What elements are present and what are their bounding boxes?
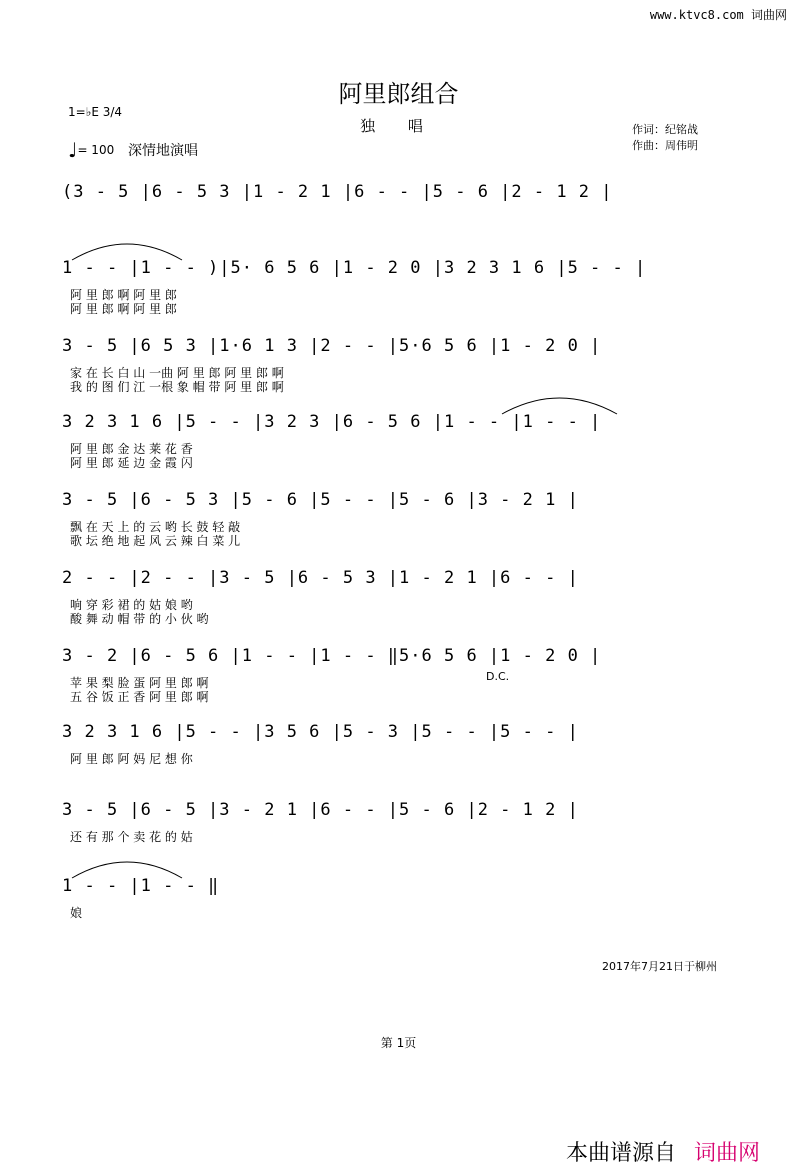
score-row <box>62 800 722 844</box>
lyric-line: 还 有 那 个 卖 花 的 姑 <box>70 830 193 844</box>
notation-line: 1 - - |1 - - )|5· 6 5 6 |1 - 2 0 |3 2 3 1 6 |5 - - | <box>62 258 647 278</box>
slur-marks <box>62 540 722 570</box>
notation-line: 3 - 5 |6 5 3 |1·6 1 3 |2 - - |5·6 5 6 |1 - 2 0 | <box>62 336 602 356</box>
lyric-line: 飘 在 天 上 的 云 哟 长 鼓 轻 敲 <box>70 520 241 534</box>
slur-marks <box>62 462 722 492</box>
tempo-marking: ♩= 100 <box>68 138 115 162</box>
lyric-line: 娘 <box>70 906 83 920</box>
lyric-line: 阿 里 郎 延 边 金 霞 闪 <box>70 456 193 470</box>
lyric-line: 响 穿 彩 裙 的 姑 娘 哟 <box>70 598 193 612</box>
notation-line: 3 2 3 1 6 |5 - - |3 2 3 |6 - 5 6 |1 - - |1 - - | <box>62 412 602 432</box>
notation-line: (3 - 5 |6 - 5 3 |1 - 2 1 |6 - - |5 - 6 |2 - 1 2 | <box>62 182 613 202</box>
expression-marking: 深情地演唱 <box>128 143 198 159</box>
slur-marks <box>62 618 722 648</box>
lyricist: 作词：纪铭战 <box>632 123 698 136</box>
lyric-line: 阿 里 郎 阿 妈 尼 想 你 <box>70 752 193 766</box>
lyric-line: 我 的 图 们 江 一根 象 帽 带 阿 里 郎 啊 <box>70 380 284 394</box>
slur-marks <box>62 694 722 724</box>
page-number: 第 1页 <box>380 1036 417 1050</box>
slur-marks <box>62 848 722 878</box>
score-row <box>62 568 722 626</box>
notation-line: 3 - 5 |6 - 5 3 |5 - 6 |5 - - |5 - 6 |3 - 2 1 | <box>62 490 579 510</box>
notation-line: 3 - 2 |6 - 5 6 |1 - - |1 - - ‖5·6 5 6 |1 - 2 0 | <box>62 646 602 666</box>
slur-marks <box>62 154 722 184</box>
score-row <box>62 646 722 704</box>
slur-marks <box>62 384 722 414</box>
lyric-line: 五 谷 饭 正 香 阿 里 郎 啊 <box>70 690 209 704</box>
score-row <box>62 258 722 316</box>
song-subtitle: 独 唱 <box>360 117 437 135</box>
quarter-note-icon: ♩ <box>68 138 78 162</box>
slur-marks <box>62 230 722 260</box>
song-title: 阿里郎组合 <box>338 80 459 108</box>
score-row <box>62 722 722 766</box>
slur-marks <box>62 308 722 338</box>
score-row <box>62 412 722 470</box>
source-brand: 词曲网 <box>694 1141 761 1166</box>
notation-line: 2 - - |2 - - |3 - 5 |6 - 5 3 |1 - 2 1 |6 - - | <box>62 568 579 588</box>
score-row <box>62 876 722 920</box>
composer: 作曲：周伟明 <box>632 139 698 152</box>
notation-line: 1 - - |1 - - ‖ <box>62 876 220 896</box>
score-row <box>62 490 722 548</box>
dc-mark: D.C. <box>486 670 510 683</box>
lyric-line: 歌 坛 绝 地 起 风 云 辣 白 菜 儿 <box>70 534 241 548</box>
composition-date: 2017年7月21日于柳州 <box>602 960 717 973</box>
key-signature: 1=♭E 3/4 <box>68 105 123 119</box>
lyric-line: 阿 里 郎 啊 阿 里 郎 <box>70 288 177 302</box>
source-footer: 本曲谱源自 词曲网 <box>566 1141 761 1166</box>
notation-line: 3 2 3 1 6 |5 - - |3 5 6 |5 - 3 |5 - - |5 - - | <box>62 722 579 742</box>
lyric-line: 苹 果 梨 脸 蛋 阿 里 郎 啊 <box>70 676 209 690</box>
lyric-line: 家 在 长 白 山 一曲 阿 里 郎 阿 里 郎 啊 <box>70 366 284 380</box>
lyric-line: 酸 舞 动 帽 带 的 小 伙 哟 <box>70 612 209 626</box>
credits <box>632 122 698 154</box>
lyric-line: 阿 里 郎 金 达 莱 花 香 <box>70 442 193 456</box>
lyric-line: 阿 里 郎 啊 阿 里 郎 <box>70 302 177 316</box>
score-row <box>62 182 722 206</box>
notation-line: 3 - 5 |6 - 5 |3 - 2 1 |6 - - |5 - 6 |2 - 1 2 | <box>62 800 579 820</box>
slur-marks <box>62 772 722 802</box>
score-row <box>62 336 722 394</box>
site-watermark: www.ktvc8.com 词曲网 <box>649 8 787 22</box>
